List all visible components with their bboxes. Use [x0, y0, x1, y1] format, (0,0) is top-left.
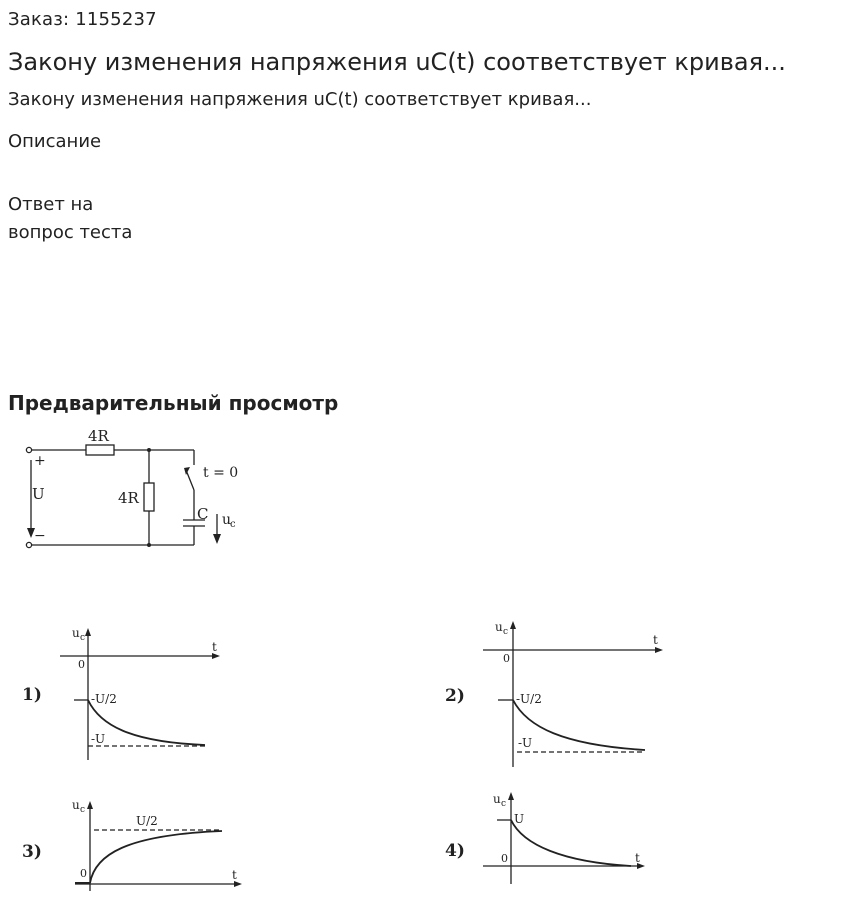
answer-text-line1: Ответ на	[8, 194, 94, 215]
preview-heading: Предварительный просмотр	[8, 391, 339, 415]
description-label: Описание	[8, 131, 102, 152]
resistor-top	[86, 445, 114, 455]
graph-option-3	[0, 795, 250, 895]
uc-label: u	[222, 512, 232, 528]
graph-1-axis-x: t	[212, 640, 217, 654]
decay-curve	[513, 700, 645, 750]
graph-3-zero: 0	[80, 867, 87, 880]
graph-4-axis-x: t	[635, 851, 640, 865]
question-text: Закону изменения напряжения uC(t) соответствует кривая...	[8, 89, 592, 110]
graph-3-label-a: U/2	[136, 814, 158, 828]
resistor-mid-label: 4R	[118, 489, 139, 507]
voltage-label: U	[32, 485, 45, 503]
capacitor-label: C	[197, 505, 209, 523]
graph-1-axis-y: u	[72, 626, 80, 640]
graph-1-axis-y-sub: c	[80, 633, 86, 643]
answer-text-line2: вопрос теста	[8, 222, 133, 243]
uc-subscript: c	[230, 519, 236, 530]
page-title: Закону изменения напряжения uC(t) соответствует кривая...	[8, 48, 786, 76]
graph-1-zero: 0	[78, 658, 85, 671]
graph-2-axis-x: t	[653, 633, 658, 647]
plus-sign: +	[34, 453, 46, 469]
graph-1-number: 1)	[22, 685, 42, 705]
graph-4-number: 4)	[445, 841, 465, 861]
graph-3-axis-x: t	[232, 868, 237, 882]
graph-3-axis-y: u	[72, 798, 80, 812]
resistor-mid	[144, 483, 154, 511]
graph-4-zero: 0	[501, 852, 508, 865]
resistor-top-label: 4R	[88, 427, 109, 445]
graph-option-4	[423, 790, 673, 890]
switch	[186, 470, 194, 490]
decay-curve	[511, 820, 631, 866]
graph-2-axis-y: u	[495, 620, 503, 634]
terminal-bottom	[26, 542, 31, 547]
graph-4-axis-y: u	[493, 792, 501, 806]
graph-1-label-a: -U/2	[91, 692, 117, 706]
graph-option-2	[423, 615, 683, 775]
switch-label: t = 0	[203, 465, 239, 481]
minus-sign: −	[34, 528, 46, 544]
graph-2-label-b: -U	[518, 736, 533, 750]
graph-4-axis-y-sub: c	[501, 799, 507, 809]
graph-1-label-b: -U	[91, 732, 106, 746]
graph-option-1	[0, 620, 250, 770]
graph-2-number: 2)	[445, 686, 465, 706]
order-number: Заказ: 1155237	[8, 9, 157, 30]
graph-2-zero: 0	[503, 652, 510, 665]
graph-2-label-a: -U/2	[516, 692, 542, 706]
decay-curve	[88, 700, 205, 745]
terminal-top	[26, 447, 31, 452]
graph-3-number: 3)	[22, 842, 42, 862]
graph-2-axis-y-sub: c	[503, 627, 509, 637]
circuit-diagram	[0, 420, 260, 560]
rise-curve	[90, 831, 222, 883]
graph-4-label-a: U	[514, 812, 525, 826]
graph-3-axis-y-sub: c	[80, 805, 86, 815]
